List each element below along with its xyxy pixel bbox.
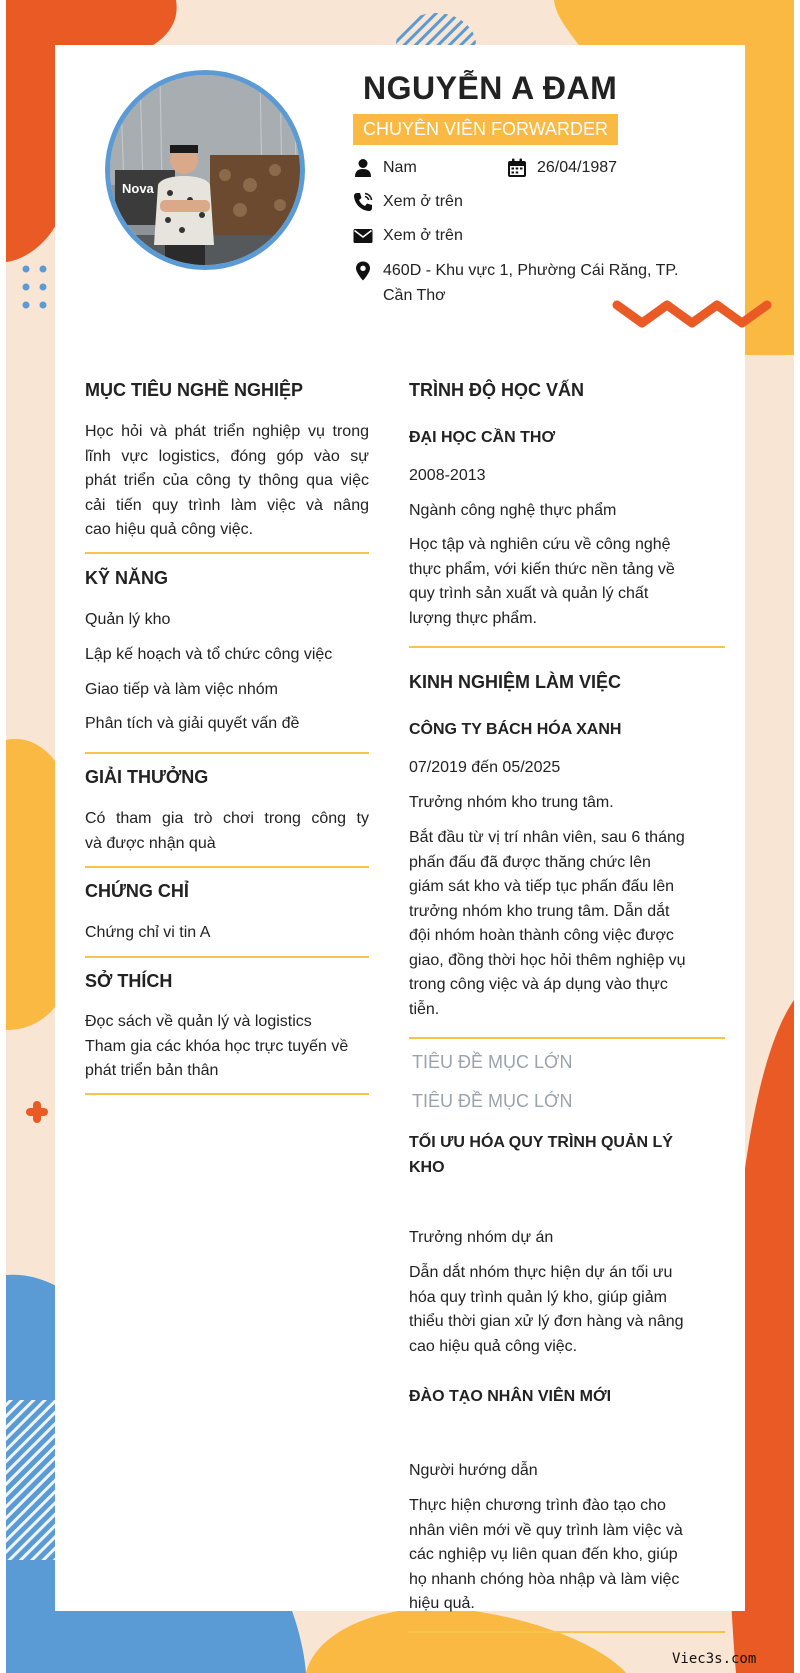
project-title-line: KHO	[409, 1158, 445, 1176]
awards-line: Có tham gia trò chơi trong công ty	[85, 810, 369, 827]
divider	[85, 752, 369, 754]
divider	[409, 1631, 725, 1633]
phone-icon	[353, 192, 373, 212]
skill-item: Phân tích và giải quyết vấn đề	[85, 715, 300, 732]
experience-line: giao, đồng thời học hỏi thêm nghiệp vụ	[409, 951, 686, 969]
divider	[85, 866, 369, 868]
birthdate-row	[507, 156, 657, 180]
map-pin-icon	[353, 261, 373, 281]
placeholder-heading[interactable]: TIÊU ĐỀ MỤC LỚN	[412, 1052, 573, 1072]
experience-line: trong công việc và áp dụng vào thực	[409, 976, 668, 993]
experience-line: tiễn.	[409, 1000, 440, 1018]
envelope-icon	[353, 226, 373, 246]
divider	[409, 1037, 725, 1039]
education-line: quy trình sản xuất và quản lý chất	[409, 585, 649, 602]
svg-text:Nova: Nova	[122, 181, 154, 196]
experience-line: phấn đấu đã được thăng chức lên	[409, 853, 651, 871]
objective-line: cải tiến quy trình làm việc và nâng	[85, 496, 369, 514]
objective-line: phát triển của công ty thông qua việc	[85, 472, 369, 489]
project-line: nhân viên mới về quy trình làm việc và	[409, 1521, 683, 1539]
objective-line: lĩnh vực logistics, đóng góp vào sự	[85, 447, 369, 465]
hobby-line: phát triển bản thân	[85, 1062, 219, 1079]
objective-line: Học hỏi và phát triển nghiệp vụ trong	[85, 423, 369, 440]
experience-position: Trưởng nhóm kho trung tâm.	[409, 794, 614, 811]
skill-item: Lập kế hoạch và tổ chức công việc	[85, 646, 333, 663]
project-title: ĐÀO TẠO NHÂN VIÊN MỚI	[409, 1388, 612, 1405]
project-title-line: TỐI ƯU HÓA QUY TRÌNH QUẢN LÝ	[409, 1134, 673, 1151]
divider	[85, 552, 369, 554]
address-row	[353, 259, 693, 309]
calendar-icon	[507, 158, 527, 178]
skill-item: Giao tiếp và làm việc nhóm	[85, 681, 278, 698]
project-line: hiệu quả.	[409, 1595, 475, 1612]
awards-text	[85, 807, 369, 856]
address-line-2: Cần Thơ	[383, 287, 446, 304]
project-line: cao hiệu quả công việc.	[409, 1337, 578, 1355]
email-row	[353, 224, 553, 248]
gender-value: Nam	[383, 159, 417, 176]
project-line: hóa quy trình quản lý kho, giúp giảm	[409, 1288, 667, 1306]
project-line: họ nhanh chóng hòa nhập và làm việc	[409, 1570, 680, 1588]
project-description	[409, 1494, 719, 1617]
company-name: CÔNG TY BÁCH HÓA XANH	[409, 721, 622, 738]
education-title: TRÌNH ĐỘ HỌC VẤN	[409, 380, 584, 400]
awards-title: GIẢI THƯỞNG	[85, 767, 209, 787]
project-line: các nghiệp vụ liên quan đến kho, giúp	[409, 1546, 678, 1563]
divider	[409, 646, 725, 648]
objective-line: cao hiệu quả công việc.	[85, 521, 254, 538]
phone-value[interactable]: Xem ở trên	[383, 193, 463, 210]
project-line: Thực hiện chương trình đào tạo cho	[409, 1497, 666, 1514]
hobby-line: Đọc sách về quản lý và logistics	[85, 1013, 312, 1030]
watermark: Viec3s.com	[672, 1651, 757, 1667]
objective-text	[85, 420, 369, 543]
experience-description	[409, 826, 719, 1022]
candidate-name: NGUYỄN A ĐAM	[363, 70, 618, 106]
placeholder-heading[interactable]: TIÊU ĐỀ MỤC LỚN	[412, 1091, 573, 1111]
project-role: Người hướng dẫn	[409, 1462, 538, 1479]
school-name: ĐẠI HỌC CẦN THƠ	[409, 429, 556, 446]
project-description	[409, 1261, 719, 1359]
divider	[85, 956, 369, 958]
certificates-title: CHỨNG CHỈ	[85, 881, 189, 901]
user-icon	[353, 158, 373, 178]
education-period: 2008-2013	[409, 467, 486, 484]
objective-title: MỤC TIÊU NGHỀ NGHIỆP	[85, 380, 304, 400]
experience-title: KINH NGHIỆM LÀM VIỆC	[409, 672, 622, 692]
skills-title: KỸ NĂNG	[85, 568, 169, 588]
divider	[85, 1093, 369, 1095]
skill-item: Quản lý kho	[85, 611, 171, 628]
education-line: Học tập và nghiên cứu về công nghệ	[409, 536, 671, 553]
project-role: Trưởng nhóm dự án	[409, 1229, 554, 1246]
avatar	[105, 70, 305, 270]
experience-line: trưởng nhóm kho trung tâm. Dẫn dắt	[409, 902, 670, 920]
job-title-badge: CHUYÊN VIÊN FORWARDER	[353, 114, 618, 145]
experience-period: 07/2019 đến 05/2025	[409, 759, 561, 776]
experience-line: giám sát kho và tiếp tục phấn đấu lên	[409, 878, 675, 895]
project-title	[409, 1131, 709, 1180]
project-line: thiểu thời gian xử lý đơn hàng và nâng	[409, 1313, 684, 1330]
phone-row	[353, 190, 553, 214]
address-line-1: 460D - Khu vực 1, Phường Cái Răng, TP.	[383, 262, 679, 279]
education-line: thực phẩm, với kiến thức nền tảng về	[409, 560, 675, 578]
hobbies-title: SỞ THÍCH	[85, 971, 173, 991]
gender-row	[353, 156, 493, 180]
education-major: Ngành công nghệ thực phẩm	[409, 502, 617, 519]
project-line: Dẫn dắt nhóm thực hiện dự án tối ưu	[409, 1264, 673, 1281]
education-line: lượng thực phẩm.	[409, 609, 537, 627]
avatar-photo	[110, 75, 300, 265]
experience-line: đội nhóm hoàn thành công việc được	[409, 927, 674, 944]
hobby-line: Tham gia các khóa học trực tuyến về	[85, 1037, 349, 1055]
certificate-item: Chứng chỉ vi tin A	[85, 924, 211, 941]
birthdate-value: 26/04/1987	[537, 159, 618, 176]
awards-line: và được nhận quà	[85, 834, 216, 852]
education-description	[409, 533, 709, 631]
hobbies-text	[85, 1010, 375, 1084]
email-value[interactable]: Xem ở trên	[383, 227, 463, 244]
experience-line: Bắt đầu từ vị trí nhân viên, sau 6 tháng	[409, 829, 685, 846]
